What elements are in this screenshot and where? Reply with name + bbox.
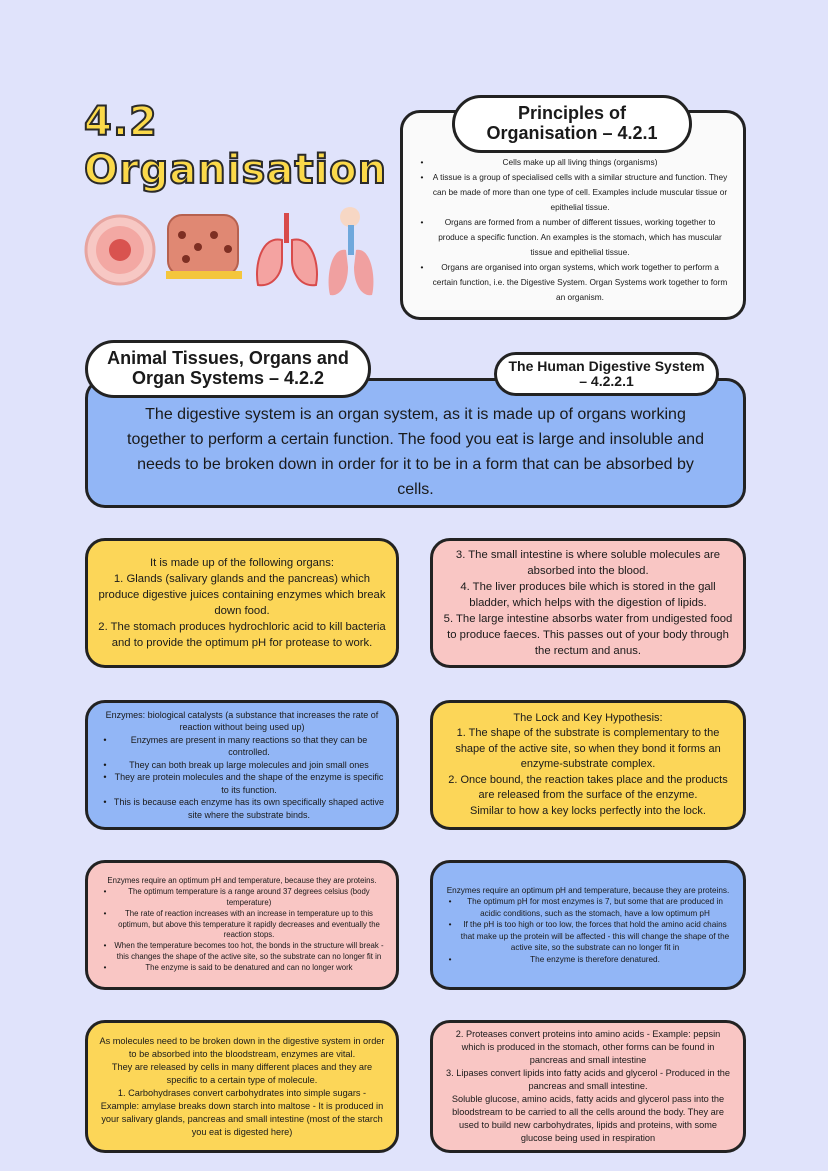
text-line: The Lock and Key Hypothesis: xyxy=(513,711,663,724)
text-line: Similar to how a key locks perfectly into the lock. xyxy=(470,804,706,817)
text-line: As molecules need to be broken down in the digestive system in order to be absorbed into the bloodstream, enzymes are vital. xyxy=(99,1035,385,1059)
ph-item: The enzyme is therefore denatured. xyxy=(530,954,660,964)
text-line: Soluble glucose, amino acids, fatty acids and glycerol pass into the bloodstream to be carried to all the cells around the body. They are used to build new carbohydrates, lipids and proteins, with some glucose being used in respiration xyxy=(451,1094,725,1143)
tissue-icon xyxy=(166,215,242,279)
digestive-intro-text: The digestive system is an organ system, as it is made up of organs working together to perform a certain function. The food you eat is large and insoluble and needs to be broken down in order for it to be in a form that can be absorbed by cells. xyxy=(127,406,704,498)
text-line: 2. Proteases convert proteins into amino acids - Example: pepsin which is produced in the stomach, other forms can be found in pancreas and small intestine xyxy=(455,1029,721,1065)
temperature-box: Enzymes require an optimum pH and temperature, because they are proteins. • The optimum temperature is a range around 37 degrees celsius (body temperature) • The rate of reaction increases with an increase in temperature up to this optimum, but above this temperature it rapidly decreases and eventually the reaction stops. • When the temperature becomes too hot, the bonds in the structure will break - this changes the shape of the active site, so the substrate can no longer fit in • The enzyme is said to be denatured and can no longer work xyxy=(85,860,399,990)
organs-box-2 xyxy=(430,538,746,668)
digestion-box-1 xyxy=(85,1020,399,1153)
text-line: 1. Carbohydrases convert carbohydrates into simple sugars - Example: amylase breaks down starch into maltose - It is produced in your salivary glands, pancreas and small intestine (most of the starch you eat is digested here) xyxy=(100,1087,384,1137)
title-text: Organisation xyxy=(84,147,388,193)
ph-item: If the pH is too high or too low, the forces that hold the amino acid chains that make up the protein will be affected - this will change the shape of the active site, so the substrate can no longer fit in xyxy=(460,920,730,953)
principles-item: Organs are formed from a number of different tissues, working together to produce a specific function. An examples is the stomach, which has muscular tissue and epithelial tissue. xyxy=(438,217,722,257)
enzymes-item: They are protein molecules and the shape of the enzyme is specific to its function. xyxy=(114,772,384,795)
temperature-item: When the temperature becomes too hot, the bonds in the structure will break - this changes the shape of the active site, so the substrate can no longer fit in xyxy=(114,941,384,961)
digestion-box-2 xyxy=(430,1020,746,1153)
principles-box: • Cells make up all living things (organisms) • A tissue is a group of specialised cells with a similar structure and function. They can be made of more than one type of cell. Examples include muscular tissue or epithelial tissue. • Organs are formed from a number of different tissues, working together to produce a specific function. An examples is the stomach, which has muscular tissue and epithelial tissue. • Organs are organised into organ systems, which work together to perform a certain function, i.e. the Digestive System. Organ Systems work together to form an organism. xyxy=(400,110,746,320)
text-line: Enzymes: biological catalysts (a substance that increases the rate of reaction without being used up) xyxy=(105,709,379,733)
enzymes-item: They can both break up large molecules and join small ones xyxy=(129,759,369,770)
enzymes-item: Enzymes are present in many reactions so that they can be controlled. xyxy=(130,734,368,758)
enzymes-item: This is because each enzyme has its own specifically shaped active site where the substrate binds. xyxy=(113,797,385,820)
text-line: 2. Once bound, the reaction takes place and the products are released from the surface of the enzyme. xyxy=(448,773,728,802)
organs-box-1 xyxy=(85,538,399,668)
text-line: 3. The small intestine is where soluble molecules are absorbed into the blood. xyxy=(455,549,721,577)
text-line: 4. The liver produces bile which is stored in the gall bladder, which helps with the digestion of lipids. xyxy=(460,581,716,609)
respiratory-system-icon xyxy=(329,207,374,295)
text-line: 5. The large intestine absorbs water from undigested food to produce faeces. This passes out of your body through the rectum and anus. xyxy=(443,613,733,657)
text-line: It is made up of the following organs: xyxy=(150,557,334,569)
ph-item: The optimum pH for most enzymes is 7, but some that are produced in acidic conditions, such as the stomach, have a low optimum pH xyxy=(467,897,723,918)
text-line: 1. Glands (salivary glands and the pancreas) which produce digestive juices containing enzymes which break down food. xyxy=(98,573,386,617)
enzymes-box: Enzymes: biological catalysts (a substance that increases the rate of reaction without being used up) • Enzymes are present in many reactions so that they can be controlled. • They can both break up large molecules and join small ones • They are protein molecules and the shape of the enzyme is specific to its function. • This is because each enzyme has its own specifically shaped active site where the substrate binds. xyxy=(85,700,399,830)
temperature-item: The enzyme is said to be denatured and can no longer work xyxy=(145,962,353,972)
text-line: 2. The stomach produces hydrochloric acid to kill bacteria and to provide the optimum pH for protease to work. xyxy=(98,621,386,649)
title-number: 4.2 xyxy=(84,99,158,145)
lock-key-box xyxy=(430,700,746,830)
text-line: 3. Lipases convert lipids into fatty acids and glycerol - Produced in the pancreas and small intestine. xyxy=(446,1068,730,1091)
ph-box: Enzymes require an optimum pH and temperature, because they are proteins. • The optimum pH for most enzymes is 7, but some that are produced in acidic conditions, such as the stomach, have a low optimum pH • If the pH is too high or too low, the forces that hold the amino acid chains that make up the protein will be affected - this will change the shape of the active site, so the substrate can no longer fit in • The enzyme is therefore denatured. xyxy=(430,860,746,990)
principles-item: A tissue is a group of specialised cells with a similar structure and function. They can be made of more than one type of cell. Examples include muscular tissue or epithelial tissue. xyxy=(432,172,728,212)
page-title xyxy=(84,98,387,194)
text-line: Enzymes require an optimum pH and temperature, because they are proteins. xyxy=(107,876,377,886)
text-line: They are released by cells in many different places and they are specific to a certain type of molecule. xyxy=(111,1061,373,1085)
principles-item: Organs are organised into organ systems, which work together to perform a certain function, i.e. the Digestive System. Organ Systems work together to form an organism. xyxy=(432,262,728,302)
principles-heading: Principles of Organisation – 4.2.1 xyxy=(452,95,692,153)
text-line: 1. The shape of the substrate is complementary to the shape of the active site, so when they bond it forms an enzyme-substrate complex. xyxy=(455,727,721,771)
cell-icon xyxy=(86,216,154,284)
temperature-item: The rate of reaction increases with an increase in temperature up to this optimum, but above this temperature it rapidly decreases and eventually the reaction stops. xyxy=(118,908,380,940)
digestive-system-heading: The Human Digestive System – 4.2.2.1 xyxy=(494,352,719,396)
principles-item: Cells make up all living things (organisms) xyxy=(502,157,658,167)
illustrations xyxy=(82,205,402,300)
temperature-item: The optimum temperature is a range around 37 degrees celsius (body temperature) xyxy=(128,887,370,907)
lungs-icon xyxy=(257,213,317,285)
animal-tissues-heading: Animal Tissues, Organs and Organ Systems – 4.2.2 xyxy=(85,340,371,398)
text-line: Enzymes require an optimum pH and temperature, because they are proteins. xyxy=(446,885,730,895)
